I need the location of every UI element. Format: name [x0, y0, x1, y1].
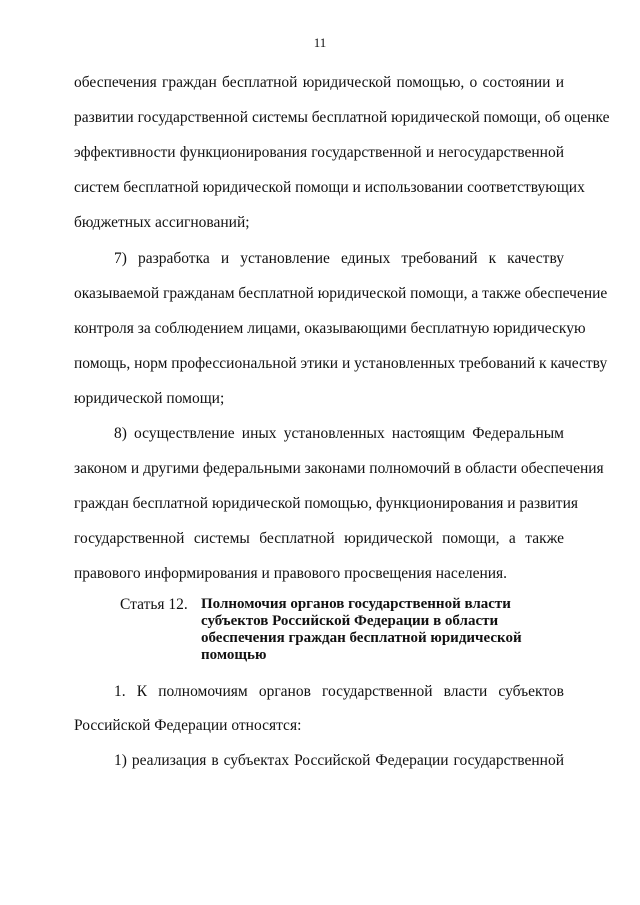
text-line: оказываемой гражданам бесплатной юридической помощи, а также обеспечение — [74, 285, 608, 302]
text-line: обеспечения граждан бесплатной юридической помощью, о состоянии и — [74, 74, 564, 91]
text-line: 7) разработка и установление единых требований к качеству — [114, 250, 564, 267]
text-line: 8) осуществление иных установленных настоящим Федеральным — [114, 425, 564, 442]
text-line: контроля за соблюдением лицами, оказывающими бесплатную юридическую — [74, 320, 586, 337]
article-title: Полномочия органов государственной власти субъектов Российской Федерации в области обеспечения граждан бесплатной юридической помощью — [201, 596, 522, 663]
text-line: 1) реализация в субъектах Российской Федерации государственной — [114, 752, 564, 769]
text-line: законом и другими федеральными законами полномочий в области обеспечения — [74, 460, 604, 477]
text-line: правового информирования и правового просвещения населения. — [74, 565, 508, 582]
text-line: государственной системы бесплатной юридической помощи, а также — [74, 530, 564, 547]
text-line: бюджетных ассигнований; — [74, 214, 250, 231]
text-line: развитии государственной системы бесплатной юридической помощи, об оценке — [74, 109, 610, 126]
text-line: эффективности функционирования государственной и негосударственной — [74, 144, 564, 161]
text-line: систем бесплатной юридической помощи и использовании соответствующих — [74, 179, 585, 196]
text-line: помощь, норм профессиональной этики и установленных требований к качеству — [74, 355, 608, 372]
text-line: Российской Федерации относятся: — [74, 717, 302, 734]
text-line: 1. К полномочиям органов государственной власти субъектов — [114, 683, 564, 700]
text-line: граждан бесплатной юридической помощью, функционирования и развития — [74, 495, 578, 512]
article-label: Статья 12. — [120, 596, 188, 613]
page-number: 11 — [313, 35, 327, 50]
text-line: юридической помощи; — [74, 390, 225, 407]
